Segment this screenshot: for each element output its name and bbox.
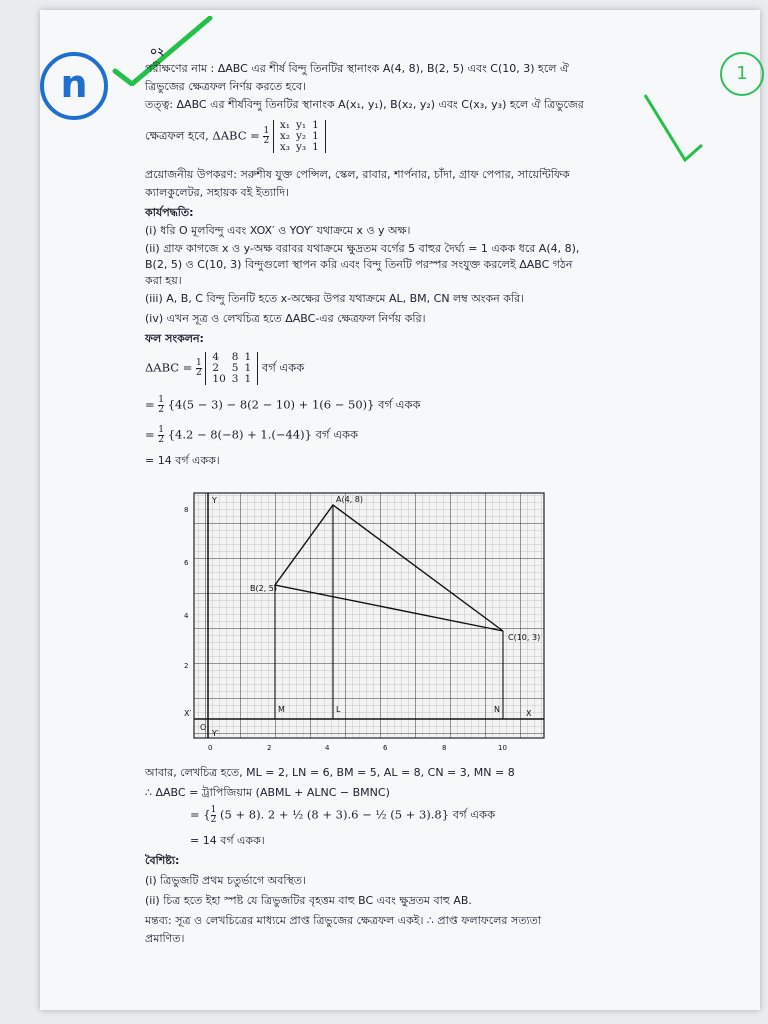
result-title: ফল সংকলন:: [145, 332, 204, 345]
coordinate-graph: [170, 488, 550, 758]
procedure-step: (i) ধরি O মূলবিন্দু এবং XOX′ ও YOY′ যথাক্রমে x ও y অক্ষ।: [145, 224, 411, 237]
x-tick-label: 10: [498, 744, 507, 752]
cell: y₁: [296, 119, 307, 131]
half-fraction: [158, 396, 164, 415]
half-fraction: [263, 127, 269, 146]
y-tick-label: 2: [184, 662, 189, 670]
frac-den: 2: [196, 368, 202, 378]
comment-line: মন্তব্য: সূত্র ও লেখচিত্রের মাধ্যমে প্রাপ্ত ত্রিভুজের ক্ষেত্রফল একই। ∴ প্রাপ্ত ফলাফলের সত্যতা: [145, 914, 542, 927]
cell: 1: [244, 373, 252, 385]
axis-y-label: Y: [212, 496, 217, 505]
features-title: বৈশিষ্ট্য:: [145, 854, 180, 867]
cell: 3: [231, 373, 239, 385]
pen-stroke-icon: [640, 90, 710, 170]
procedure-step: করা হয়।: [145, 274, 182, 287]
calc-result: = 14 বর্গ একক।: [145, 454, 220, 467]
calc-determinant: [205, 352, 258, 385]
cell: 1: [312, 119, 319, 131]
foot-n-label: N: [494, 705, 500, 714]
trapezium-formula: ∴ ΔABC = ট্রাপিজিয়াম (ABML + ALNC − BMNC): [145, 786, 390, 799]
check-mark-icon: [110, 16, 220, 86]
x-tick-label: 6: [383, 744, 388, 752]
procedure-title: কার্যপদ্ধতি:: [145, 206, 194, 219]
comment-line-cont: প্রমাণিত।: [145, 932, 185, 945]
graph-measurements: আবার, লেখচিত্র হতে, ML = 2, LN = 6, BM = 5, AL = 8, CN = 3, MN = 8: [145, 766, 515, 779]
y-tick-label: 6: [184, 559, 189, 567]
theory-line: তত্ত্ব: ΔABC এর শীর্ষবিন্দু তিনটির স্থানাংক A(x₁, y₁), B(x₂, y₂) এবং C(x₃, y₃) হলে ঐ ত্রিভুজের: [145, 98, 584, 111]
point-c-label: C(10, 3): [508, 633, 541, 642]
cell: 5: [231, 362, 239, 374]
unit-label: বর্গ একক: [261, 360, 305, 375]
half-fraction: [211, 806, 217, 825]
cell: x₂: [279, 130, 290, 142]
x-tick-label: 4: [325, 744, 330, 752]
frac-num: 1: [263, 126, 270, 136]
cell: x₃: [279, 141, 290, 153]
calc-prefix: ΔABC =: [145, 360, 193, 375]
calc-determinant-line: [145, 352, 304, 385]
foot-m-label: M: [278, 705, 285, 714]
axis-y-prime-label: Y′: [212, 729, 219, 738]
theory-formula-prefix: ক্ষেত্রফল হবে, ΔABC =: [145, 128, 260, 143]
half-fraction: [196, 359, 202, 378]
theory-formula: [145, 120, 326, 153]
cell: y₃: [296, 141, 307, 153]
frac-den: 2: [158, 405, 165, 415]
cell: 1: [244, 351, 252, 363]
x-tick-label: 8: [442, 744, 447, 752]
margin-note-circle: 1: [720, 52, 764, 96]
axis-x-label: X: [526, 709, 532, 718]
cell: 1: [312, 130, 319, 142]
feature-item: (i) ত্রিভুজটি প্রথম চতুর্ভাগে অবস্থিত।: [145, 874, 306, 887]
half-fraction: [158, 426, 164, 445]
cell: 10: [212, 373, 226, 385]
frac-num: 1: [158, 425, 165, 435]
y-tick-label: 4: [184, 612, 189, 620]
cell: 1: [244, 362, 252, 374]
frac-den: 2: [158, 435, 165, 445]
frac-den: 2: [263, 136, 270, 146]
x-tick-label: 0: [208, 744, 213, 752]
origin-label: O: [200, 723, 207, 732]
procedure-step: (iii) A, B, C বিন্দু তিনটি হতে x-অক্ষের উপর যথাক্রমে AL, BM, CN লম্ব অংকন করি।: [145, 292, 525, 305]
cell: 4: [212, 351, 220, 363]
materials-line: প্রয়োজনীয় উপকরণ: সরুশীষ যুক্ত পেন্সিল, স্কেল, রাবার, শার্পনার, চাঁদা, গ্রাফ পেপার, সায়েন্টিফিক: [145, 168, 570, 181]
calc-step-2: = $\frac{1}{2}$ {4.2 − 8(−8) + 1.(−44)} বর্গ একক: [145, 425, 359, 445]
y-tick-label: 8: [184, 506, 189, 514]
materials-line-cont: ক্যালকুলেটর, সহায়ক বই ইত্যাদি।: [145, 186, 290, 199]
graph-grid: [194, 493, 544, 738]
cell: x₁: [279, 119, 290, 131]
procedure-step: B(2, 5) ও C(10, 3) বিন্দুগুলো স্থাপন করি এবং বিন্দু তিনটি পরস্পর সংযুক্ত করলেই ΔABC গঠন: [145, 258, 573, 271]
cell: 2: [212, 362, 220, 374]
foot-l-label: L: [336, 705, 341, 714]
unit-label: বর্গ একক: [315, 427, 359, 442]
unit-label: বর্গ একক: [378, 397, 421, 412]
unit-label: বর্গ একক: [452, 807, 496, 822]
frac-den: 2: [210, 815, 217, 825]
trapezium-expression: (5 + 8). 2 + ½ (8 + 3).6 − ½ (5 + 3).8}: [220, 807, 450, 822]
experiment-title: পরীক্ষণের নাম : ΔABC এর শীর্ষ বিন্দু তিনটির স্থানাংক A(4, 8), B(2, 5) এবং C(10, 3) হলে ঐ: [145, 62, 569, 75]
cell: y₂: [296, 130, 307, 142]
theory-determinant: [273, 120, 326, 153]
trapezium-calc: = { $\frac{1}{2}$ (5 + 8). 2 + ½ (8 + 3).6 − ½ (5 + 3).8} বর্গ একক: [190, 805, 496, 825]
page-number: ০২: [150, 45, 165, 58]
axis-x-prime-label: X′: [184, 709, 192, 718]
x-tick-label: 2: [267, 744, 272, 752]
experiment-title-cont: ত্রিভুজের ক্ষেত্রফল নির্ণয় করতে হবে।: [145, 80, 306, 93]
calc-expression: {4(5 − 3) − 8(2 − 10) + 1(6 − 50)}: [167, 397, 375, 412]
frac-num: 1: [196, 358, 202, 368]
grade-mark-circle: n: [40, 52, 108, 120]
frac-num: 1: [158, 395, 165, 405]
calc-step-1: = $\frac{1}{2}$ {4(5 − 3) − 8(2 − 10) + 1(6 − 50)} বর্গ একক: [145, 395, 421, 415]
procedure-step: (ii) গ্রাফ কাগজে x ও y-অক্ষ বরাবর যথাক্রমে ক্ষুদ্রতম বর্গের 5 বাহুর দৈর্ঘ্য = 1 একক ধরে A(4, 8),: [145, 242, 580, 255]
cell: 8: [231, 351, 239, 363]
point-b-label: B(2, 5): [250, 584, 277, 593]
trapezium-result: = 14 বর্গ একক।: [190, 834, 265, 847]
calc-expression: {4.2 − 8(−8) + 1.(−44)}: [167, 427, 312, 442]
cell: 1: [312, 141, 319, 153]
procedure-step: (iv) এখন সূত্র ও লেখচিত্র হতে ΔABC-এর ক্ষেত্রফল নির্ণয় করি।: [145, 312, 426, 325]
point-a-label: A(4, 8): [336, 495, 363, 504]
frac-num: 1: [210, 805, 217, 815]
feature-item: (ii) চিত্র হতে ইহা স্পষ্ট যে ত্রিভুজটির বৃহত্তম বাহু BC এবং ক্ষুদ্রতম বাহু AB.: [145, 894, 472, 907]
